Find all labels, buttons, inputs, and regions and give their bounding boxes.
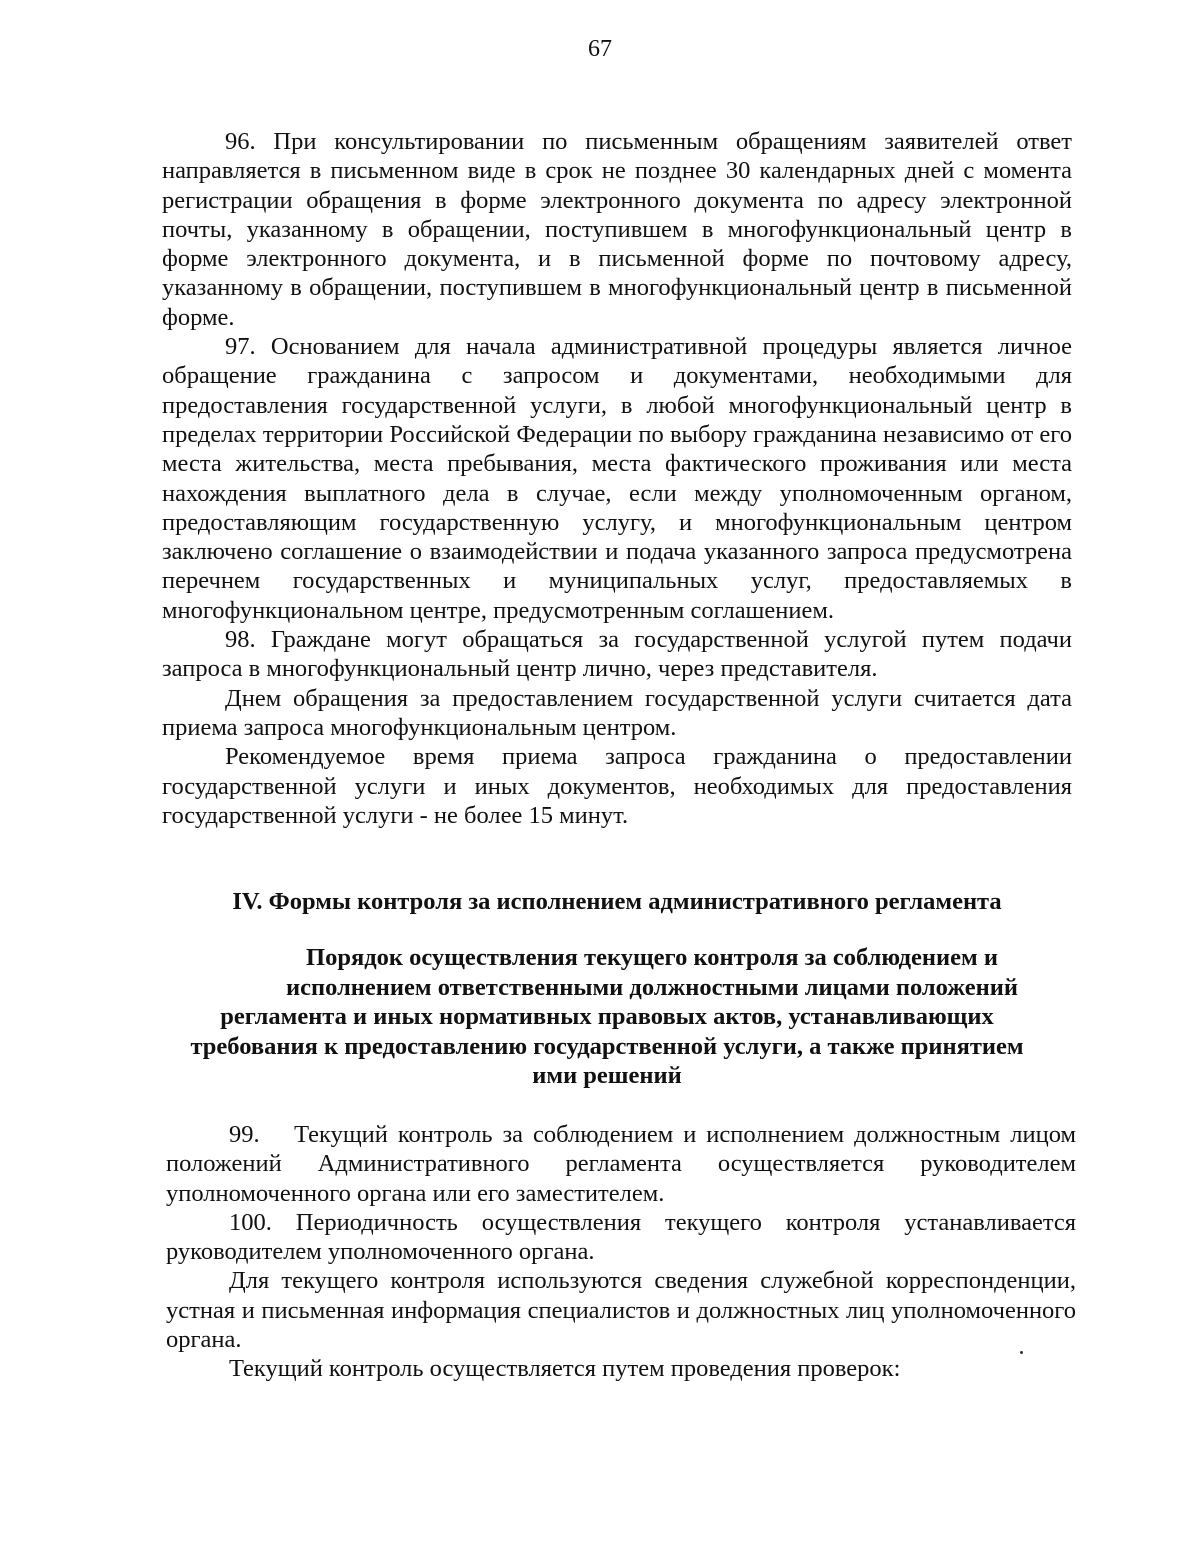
paragraph-100: 100. Периодичность осуществления текущего контроля устанавливается руководителем уполномоченного органа.	[166, 1208, 1076, 1266]
paragraph-recommended-time: Рекомендуемое время приема запроса гражданина о предоставлении государственной услуги и иных документов, необходимых для предоставления государственной услуги - не более 15 минут.	[162, 743, 1072, 829]
paragraph-96: 96. При консультировании по письменным обращениям заявителей ответ направляется в письменном виде в срок не позднее 30 календарных дней с момента регистрации обращения в форме электронного документа по адресу электронной почты, указанному в обращении, поступившем в многофункциональный центр в форме электронного документа, и в письменной форме по почтовому адресу, указанному в обращении, поступившем в многофункциональный центр в письменной форме.	[162, 128, 1072, 331]
subsection-title-line: регламента и иных нормативных правовых актов, устанавливающих	[220, 1003, 994, 1030]
scan-speck	[1020, 1351, 1023, 1354]
paragraph-98: 98. Граждане могут обращаться за государственной услугой путем подачи запроса в многофункциональный центр лично, через представителя.	[162, 626, 1072, 683]
subsection-title-line: требования к предоставлению государственной услуги, а также принятием	[190, 1032, 1024, 1060]
paragraph-checks: Текущий контроль осуществляется путем проведения проверок:	[229, 1355, 901, 1383]
paragraph-99: 99. Текущий контроль за соблюдением и исполнением должностным лицом положений Административного регламента осуществляется руководителем уполномоченного органа или его заместителем.	[166, 1121, 1076, 1207]
subsection-title-line: исполнением ответственными должностными лицами положений	[286, 973, 1018, 1001]
section-title: IV. Формы контроля за исполнением административного регламента	[232, 888, 1002, 915]
subsection-title-line: ими решений	[532, 1062, 682, 1089]
text-block-bottom	[166, 1120, 1076, 1384]
text-block-top	[162, 127, 1072, 830]
subsection-title	[162, 943, 1052, 1091]
paragraph-application-day: Днем обращения за предоставлением государственной услуги считается дата приема запроса многофункциональным центром.	[162, 684, 1072, 741]
subsection-title-line: Порядок осуществления текущего контроля за соблюдением и	[306, 944, 998, 971]
page-number: 67	[588, 36, 612, 62]
paragraph-97: 97. Основанием для начала административной процедуры является личное обращение гражданина с запросом и документами, необходимыми для предоставления государственной услуги, в любой многофункциональный центр в пределах территории Российской Федерации по выбору гражданина независимо от его места жительства, места пребывания, места фактического проживания или места нахождения выплатного дела в случае, если между уполномоченным органом, предоставляющим государственную услугу, и многофункциональным центром заключено соглашение о взаимодействии и подача указанного запроса предусмотрена перечнем государственных и муниципальных услуг, предоставляемых в многофункциональном центре, предусмотренным соглашением.	[162, 333, 1072, 624]
paragraph-control-info: Для текущего контроля используются сведения служебной корреспонденции, устная и письменная информация специалистов и должностных лиц уполномоченного органа.	[166, 1267, 1076, 1354]
